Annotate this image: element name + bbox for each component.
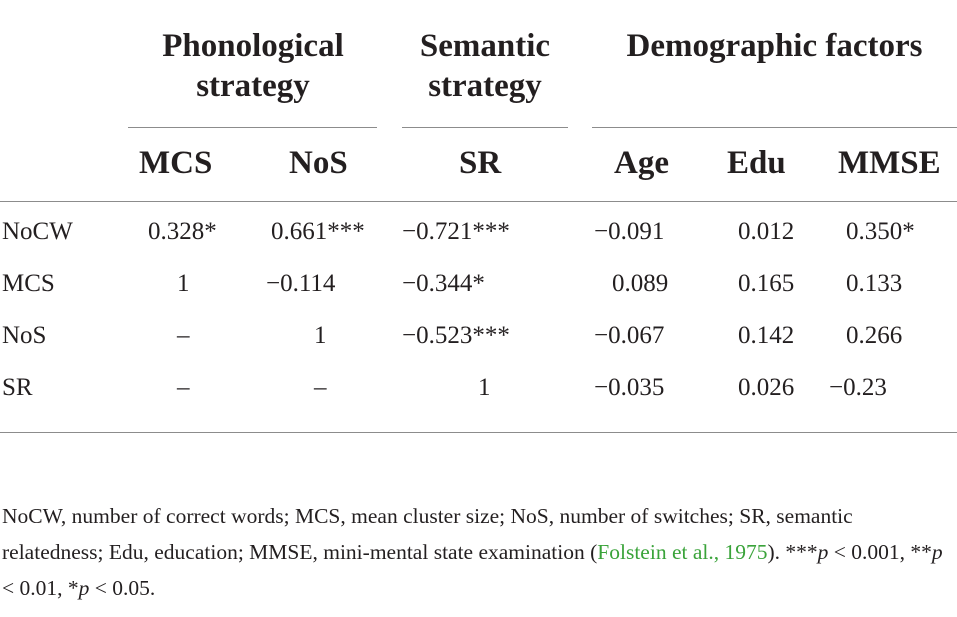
table-cell: 0.165 <box>738 270 795 297</box>
table-cell: – <box>177 374 190 401</box>
table-cell: −0.067 <box>594 322 665 349</box>
row-label: SR <box>2 374 33 401</box>
row-label: NoS <box>2 322 47 349</box>
citation-link[interactable]: Folstein et al., 1975 <box>597 540 768 564</box>
table-cell: – <box>177 322 190 349</box>
p-symbol: p <box>817 540 829 564</box>
header-rule <box>0 201 957 202</box>
p-symbol: p <box>78 576 90 600</box>
group-header-demographic: Demographic factors <box>626 28 923 64</box>
footnote-text: < 0.01, * <box>2 576 79 600</box>
table-cell: 0.350* <box>846 218 915 245</box>
table-cell: – <box>314 374 327 401</box>
bottom-rule <box>0 432 957 433</box>
column-header-mmse: MMSE <box>838 145 941 181</box>
spanner-rule-phonological <box>128 127 377 128</box>
table-cell: 0.026 <box>738 374 795 401</box>
footnote-text: NoCW, number of correct words; MCS, mean cluster size; NoS, number of switches; SR, semantic relatedness; Edu, education; MMSE, mini-mental state examination ( <box>2 504 853 564</box>
table-cell: −0.344* <box>402 270 485 297</box>
table-cell: 0.266 <box>846 322 903 349</box>
column-header-nos: NoS <box>289 145 348 181</box>
table-cell: 1 <box>314 322 327 349</box>
table-footnote <box>2 498 952 606</box>
table-cell: 0.089 <box>612 270 669 297</box>
table-cell: 1 <box>478 374 491 401</box>
table-cell: 1 <box>177 270 190 297</box>
row-label: MCS <box>2 270 55 297</box>
table-cell: 0.328* <box>148 218 217 245</box>
footnote-text: < 0.05. <box>89 576 156 600</box>
p-symbol: p <box>931 540 943 564</box>
table-cell: −0.035 <box>594 374 665 401</box>
row-label: NoCW <box>2 218 73 245</box>
table-cell: 0.012 <box>738 218 795 245</box>
footnote-text: ). *** <box>767 540 818 564</box>
table-cell: −0.114 <box>266 270 336 297</box>
table-cell: −0.091 <box>594 218 665 245</box>
group-header-phonological: Phonological strategy <box>162 28 344 104</box>
column-header-age: Age <box>614 145 669 181</box>
spanner-rule-semantic <box>402 127 568 128</box>
table-cell: −0.721*** <box>402 218 510 245</box>
table-cell: 0.661*** <box>271 218 365 245</box>
footnote-text: < 0.001, ** <box>828 540 932 564</box>
group-header-semantic: Semantic strategy <box>419 28 551 104</box>
table-cell: 0.133 <box>846 270 903 297</box>
table-cell: −0.23 <box>829 374 887 401</box>
column-header-edu: Edu <box>727 145 786 181</box>
spanner-rule-demographic <box>592 127 957 128</box>
column-header-mcs: MCS <box>139 145 213 181</box>
table-cell: 0.142 <box>738 322 795 349</box>
table-cell: −0.523*** <box>402 322 510 349</box>
column-header-sr: SR <box>459 145 502 181</box>
